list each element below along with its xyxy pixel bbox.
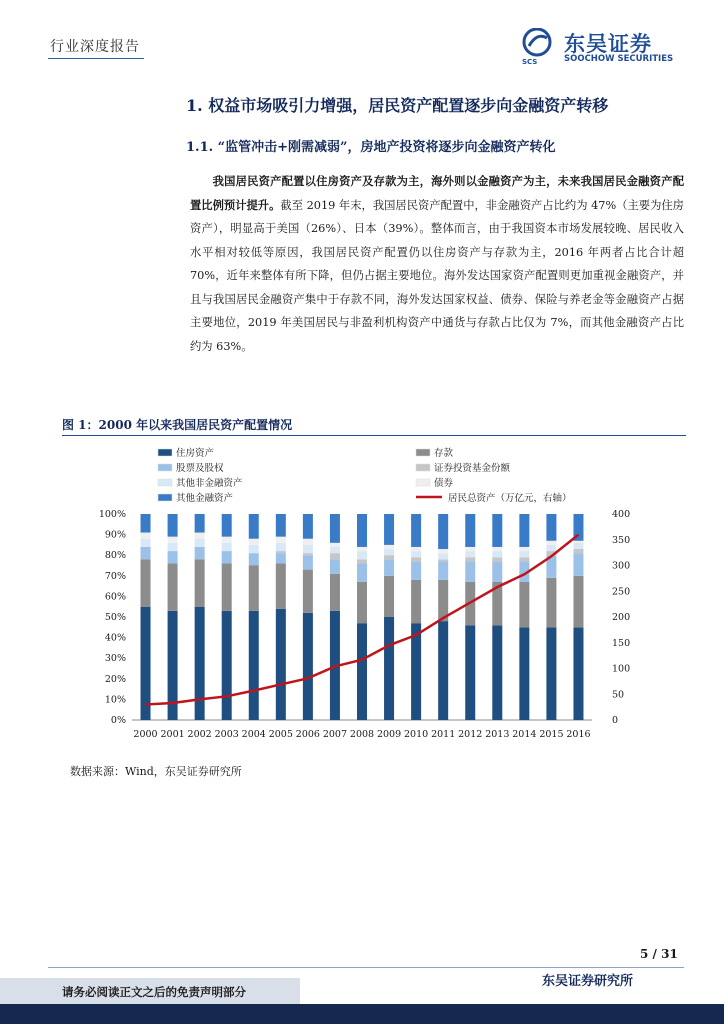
x-tick-label: 2000: [133, 729, 158, 740]
x-tick-label: 2014: [512, 729, 537, 740]
bar-segment: [384, 559, 394, 575]
footer-rule: [48, 967, 684, 968]
company-logo: [520, 28, 680, 68]
y-left-tick-label: 10%: [104, 694, 126, 706]
body-paragraph: [190, 170, 684, 358]
bar-segment: [573, 549, 583, 553]
legend-swatch: [158, 479, 172, 486]
y-left-tick-label: 50%: [104, 612, 126, 623]
y-right-tick-label: 100: [612, 663, 631, 675]
bar-segment: [384, 576, 394, 617]
legend-swatch: [158, 494, 172, 501]
y-right-tick-label: 150: [612, 637, 631, 649]
legend-label: 股票及股权: [176, 463, 224, 474]
legend-label: 债券: [434, 478, 454, 489]
bar-segment: [222, 563, 232, 610]
bar-segment: [303, 555, 313, 569]
bar-segment: [195, 547, 205, 559]
bar-segment: [357, 563, 367, 582]
y-right-tick-label: 400: [612, 509, 631, 520]
bar-segment: [357, 582, 367, 623]
bar-segment: [141, 533, 151, 539]
y-right-tick-label: 0: [612, 715, 619, 726]
bar-segment: [411, 580, 421, 623]
bar-segment: [141, 559, 151, 606]
bar-segment: [492, 551, 502, 557]
bar-segment: [519, 627, 529, 720]
x-tick-label: 2005: [268, 729, 293, 740]
legend-label: 其他金融资产: [176, 493, 234, 504]
bar-segment: [519, 514, 529, 547]
x-tick-label: 2006: [295, 729, 320, 740]
x-tick-label: 2010: [404, 729, 429, 740]
x-tick-label: 2008: [349, 729, 375, 740]
legend-label: 住房资产: [176, 448, 215, 459]
bar-segment: [303, 613, 313, 720]
x-tick-label: 2004: [241, 729, 266, 740]
header-underline: [48, 58, 144, 59]
bar-segment: [168, 514, 178, 537]
bar-segment: [168, 551, 178, 563]
logo-name-en: SOOCHOW SECURITIES: [564, 54, 674, 64]
y-left-tick-label: 90%: [104, 529, 126, 541]
bar-segment: [195, 607, 205, 720]
chart-legend: [158, 447, 572, 504]
bar-segment: [330, 574, 340, 611]
page-number: 5 / 31: [640, 947, 678, 961]
x-tick-label: 2009: [376, 729, 402, 740]
legend-label: 其他非金融资产: [176, 478, 243, 489]
bar-segment: [411, 623, 421, 720]
x-tick-label: 2003: [214, 729, 239, 740]
y-right-tick-label: 50: [612, 689, 625, 701]
bar-segment: [438, 559, 448, 561]
footer-bar: [0, 1004, 724, 1024]
bar-segment: [249, 539, 259, 545]
bar-segment: [222, 551, 232, 563]
bar-segment: [519, 557, 529, 561]
bar-segment: [411, 514, 421, 547]
x-tick-label: 2012: [458, 729, 483, 740]
legend-swatch: [416, 464, 430, 471]
bar-segment: [195, 514, 205, 533]
bar-segment: [573, 543, 583, 549]
bar-segment: [195, 539, 205, 547]
bar-segment: [357, 559, 367, 563]
bar-segment: [546, 514, 556, 541]
bar-segment: [168, 563, 178, 610]
legend-swatch: [416, 479, 430, 486]
y-left-tick-label: 30%: [104, 653, 126, 665]
legend-label: 居民总资产（万亿元，右轴）: [448, 493, 572, 504]
x-tick-label: 2011: [431, 729, 456, 740]
bar-segment: [465, 514, 475, 547]
bar-segment: [465, 547, 475, 551]
bar-segment: [222, 537, 232, 543]
x-tick-label: 2013: [485, 729, 510, 740]
y-left-tick-label: 70%: [104, 570, 126, 582]
x-tick-label: 2002: [187, 729, 212, 740]
bar-segment: [276, 514, 286, 537]
bar-segment: [195, 559, 205, 606]
bar-segment: [492, 557, 502, 561]
bar-segment: [411, 547, 421, 551]
x-tick-label: 2015: [539, 729, 564, 740]
y-left-tick-label: 40%: [104, 632, 126, 644]
bar-segment: [249, 545, 259, 553]
legend-swatch: [416, 449, 430, 456]
figure-title-rule: [62, 435, 686, 436]
bar-segment: [141, 547, 151, 559]
bar-segment: [357, 551, 367, 559]
report-type-label: 行业深度报告: [50, 39, 140, 55]
bar-segment: [492, 514, 502, 547]
figure-title: 图 1：2000 年以来我国居民资产配置情况: [62, 418, 293, 432]
bar-segment: [519, 551, 529, 557]
bar-segment: [573, 541, 583, 543]
bar-segment: [411, 557, 421, 561]
bar-segment: [438, 621, 448, 720]
logo-mark-icon: [520, 28, 560, 58]
bar-segment: [546, 545, 556, 551]
bar-segment: [249, 553, 259, 565]
bar-segment: [546, 578, 556, 627]
bar-segment: [357, 623, 367, 720]
bar-segment: [384, 545, 394, 549]
bar-segment: [222, 514, 232, 537]
asset-allocation-chart: [62, 442, 662, 742]
bar-segment: [465, 551, 475, 557]
bar-segment: [546, 627, 556, 720]
x-tick-label: 2007: [322, 729, 348, 740]
bar-segment: [573, 576, 583, 628]
bar-segment: [519, 547, 529, 551]
bar-segment: [195, 533, 205, 539]
bar-segment: [303, 570, 313, 613]
bar-segment: [384, 555, 394, 559]
logo-name-cn: 东吴证券: [564, 32, 652, 56]
legend-swatch: [158, 449, 172, 456]
bar-segment: [330, 553, 340, 559]
bar-segment: [249, 514, 259, 539]
bar-segment: [303, 545, 313, 553]
legend-label: 证券投资基金份额: [434, 463, 511, 474]
bar-segment: [276, 537, 286, 543]
bar-segment: [303, 514, 313, 539]
bar-segment: [492, 561, 502, 582]
bar-segment: [141, 607, 151, 720]
bar-segment: [573, 627, 583, 720]
disclaimer-notice: 请务必阅读正文之后的免责声明部分: [62, 985, 246, 999]
y-right-tick-label: 250: [612, 586, 631, 598]
bar-segment: [492, 625, 502, 720]
y-right-tick-label: 200: [612, 612, 631, 623]
bar-segment: [357, 547, 367, 551]
logo-abbr: SCS: [522, 58, 538, 66]
bar-segment: [330, 559, 340, 573]
y-left-tick-label: 80%: [104, 550, 126, 562]
bar-segment: [519, 582, 529, 627]
bar-segment: [276, 563, 286, 608]
y-left-tick-label: 60%: [104, 591, 126, 603]
y-left-tick-label: 20%: [104, 673, 126, 685]
bar-segment: [465, 625, 475, 720]
legend-swatch: [158, 464, 172, 471]
bar-segment: [438, 514, 448, 549]
bar-segment: [141, 514, 151, 533]
bar-segment: [222, 611, 232, 720]
bar-segment: [168, 537, 178, 543]
footer-firm-name: 东吴证券研究所: [542, 974, 634, 989]
bar-segment: [411, 561, 421, 580]
bar-segment: [357, 514, 367, 547]
bar-segment: [141, 539, 151, 547]
bar-segment: [249, 611, 259, 720]
bar-segment: [546, 541, 556, 545]
bar-segment: [573, 553, 583, 576]
bar-segment: [411, 551, 421, 557]
bar-segment: [384, 617, 394, 720]
bar-segment: [384, 549, 394, 555]
bar-segment: [438, 561, 448, 580]
bar-segment: [276, 543, 286, 551]
bar-segment: [438, 553, 448, 559]
bar-segment: [303, 539, 313, 545]
section-heading: 1. 权益市场吸引力增强，居民资产配置逐步向金融资产转移: [186, 96, 609, 115]
y-right-tick-label: 350: [612, 534, 631, 546]
bar-segment: [330, 514, 340, 543]
bar-segment: [384, 514, 394, 545]
bar-segment: [276, 609, 286, 720]
bar-segment: [330, 547, 340, 553]
bar-segment: [330, 543, 340, 547]
paragraph-text: 截至 2019 年末，我国居民资产配置中，非金融资产占比约为 47%（主要为住房资产），明显高于美国（26%）、日本（39%）。整体而言，由于我国资本市场发展较晚、居民收入水平相对较低等原因，我国居民资产配置仍以住房资产与存款为主，2016 年两者占比合计超 70%，近年来整体有所下降，但仍占据主要地位。海外发达国家资产配置则更加重视金融资产，并且与我国居民金融资产集中于存款不同，海外发达国家权益、债券、保险与养老金等金融资产占据主要地位，2019 年美国居民与非盈利机构资产中通货与存款占比仅为 7%，而其他金融资产占比约为 63%。: [190, 198, 684, 353]
x-tick-label: 2016: [566, 729, 591, 740]
subsection-heading: 1.1. “监管冲击+刚需减弱”，房地产投资将逐步向金融资产转化: [186, 140, 556, 155]
bar-segment: [168, 543, 178, 551]
bar-segment: [465, 561, 475, 582]
y-left-tick-label: 0%: [110, 715, 126, 726]
x-tick-label: 2001: [160, 729, 185, 740]
bar-segment: [249, 566, 259, 611]
bar-segment: [465, 557, 475, 561]
chart-bars: [141, 514, 584, 720]
paragraph-lead: 我国居民资产配置以住房资产及存款为主，海外则以金融资产为主，未来我国居民金融资产配置比例预计提升。: [190, 174, 684, 212]
bar-segment: [276, 551, 286, 553]
figure-source: 数据来源：Wind，东吴证券研究所: [70, 765, 242, 778]
bar-segment: [222, 543, 232, 551]
bar-segment: [438, 549, 448, 553]
y-left-tick-label: 100%: [98, 509, 126, 520]
bar-segment: [303, 553, 313, 555]
y-right-tick-label: 300: [612, 560, 631, 572]
bar-segment: [492, 547, 502, 551]
legend-label: 存款: [434, 448, 454, 459]
bar-segment: [276, 553, 286, 563]
